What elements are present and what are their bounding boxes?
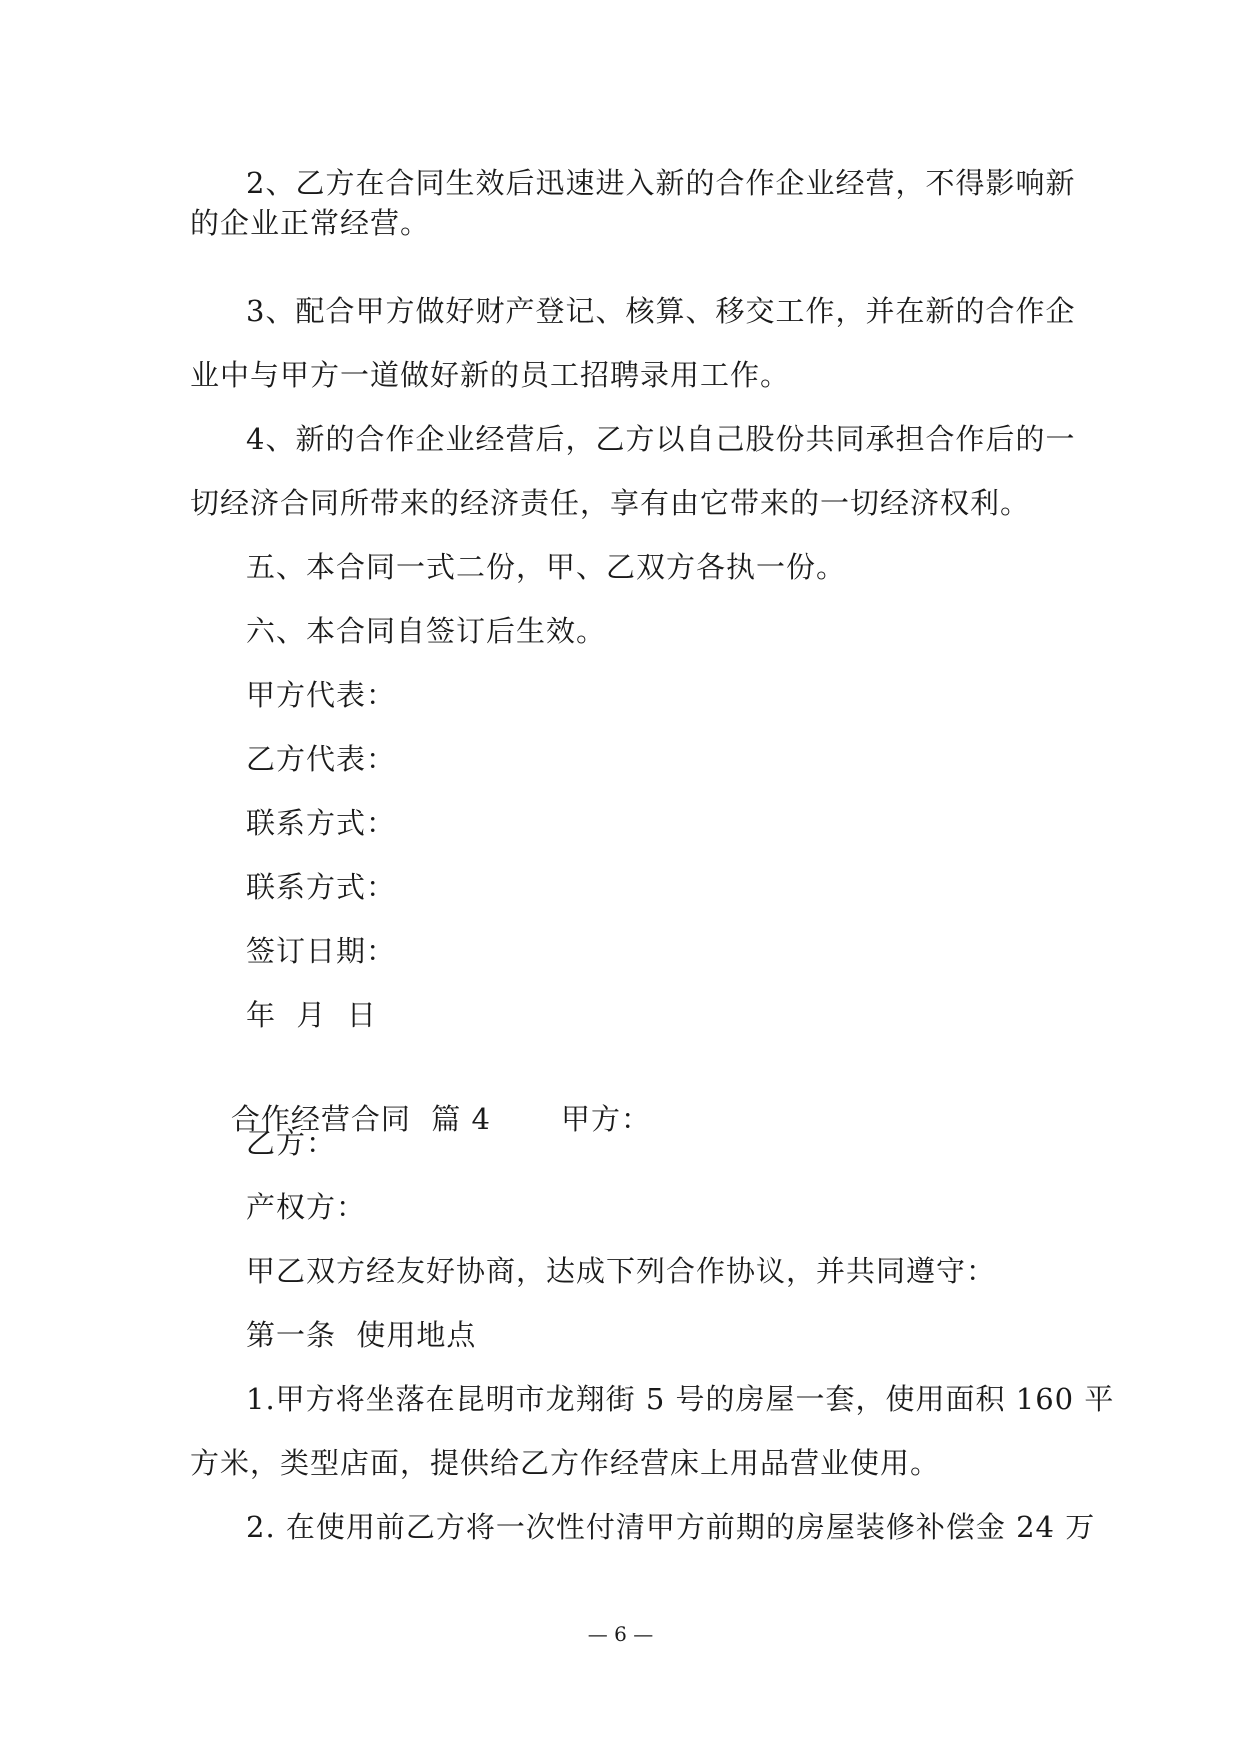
paragraph-line: 4、新的合作企业经营后，乙方以自己股份共同承担合作后的一 bbox=[246, 422, 1076, 456]
signature-field-label: 联系方式： bbox=[246, 806, 397, 840]
signature-field-label: 甲方代表： bbox=[246, 678, 397, 712]
article-heading: 第一条 使用地点 bbox=[246, 1318, 477, 1352]
paragraph-line: 甲乙双方经友好协商，达成下列合作协议，并共同遵守： bbox=[246, 1254, 997, 1288]
date-line: 年 月 日 bbox=[246, 998, 377, 1032]
paragraph-line: 2. 在使用前乙方将一次性付清甲方前期的房屋装修补偿金 24 万 bbox=[246, 1510, 1096, 1544]
party-label: 产权方： bbox=[246, 1190, 367, 1224]
signature-field-label: 乙方代表： bbox=[246, 742, 397, 776]
paragraph-line: 的企业正常经营。 bbox=[190, 206, 431, 240]
paragraph-line: 业中与甲方一道做好新的员工招聘录用工作。 bbox=[190, 358, 791, 392]
paragraph-line: 2、乙方在合同生效后迅速进入新的合作企业经营，不得影响新 bbox=[246, 166, 1076, 200]
section-title: 合作经营合同 篇 4 bbox=[230, 1102, 491, 1136]
page-number: — 6 — bbox=[587, 1622, 654, 1646]
paragraph-line: 六、本合同自签订后生效。 bbox=[246, 614, 607, 648]
paragraph-line: 切经济合同所带来的经济责任，享有由它带来的一切经济权利。 bbox=[190, 486, 1031, 520]
paragraph-line: 五、本合同一式二份，甲、乙双方各执一份。 bbox=[246, 550, 847, 584]
party-label: 乙方： bbox=[246, 1126, 337, 1160]
paragraph-line: 方米，类型店面，提供给乙方作经营床上用品营业使用。 bbox=[190, 1446, 941, 1480]
party-a-label: 甲方： bbox=[560, 1102, 651, 1136]
paragraph-line: 1.甲方将坐落在昆明市龙翔街 5 号的房屋一套，使用面积 160 平 bbox=[246, 1382, 1115, 1416]
signature-field-label: 签订日期： bbox=[246, 934, 397, 968]
paragraph-line: 3、配合甲方做好财产登记、核算、移交工作，并在新的合作企 bbox=[246, 294, 1076, 328]
signature-field-label: 联系方式： bbox=[246, 870, 397, 904]
